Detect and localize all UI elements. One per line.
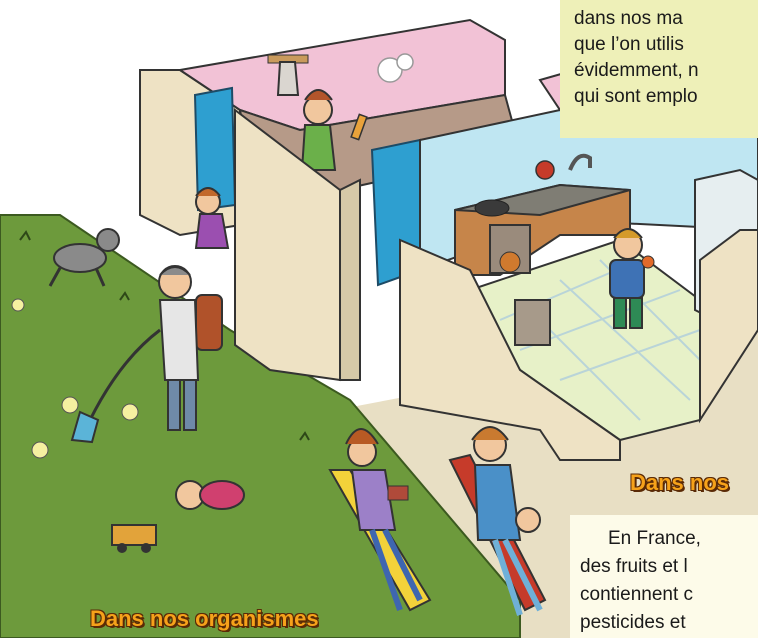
body-text-line: contiennent c (580, 584, 694, 605)
intro-text-line: que l’on utilis (574, 34, 684, 55)
body-text-line: En France, (608, 528, 701, 549)
intro-text-line: évidemment, n (574, 60, 699, 81)
intro-text-block (560, 0, 758, 138)
body-text-line: pesticides et (580, 612, 686, 633)
small-cabinet (515, 300, 550, 345)
sprayer-icon (196, 295, 222, 350)
book (388, 486, 408, 500)
section-heading-maisons: Dans nos (630, 470, 730, 495)
intro-text-line: dans nos ma (574, 8, 683, 29)
toy-truck (112, 525, 156, 545)
intro-text-line: qui sont emplo (574, 86, 698, 107)
body-text-block (570, 515, 758, 638)
kettle-icon (536, 161, 554, 179)
iron-icon (278, 62, 298, 95)
frying-pan (475, 200, 509, 216)
section-heading-organismes: Dans nos organismes (90, 606, 319, 631)
body-text-line: des fruits et l (580, 556, 688, 577)
